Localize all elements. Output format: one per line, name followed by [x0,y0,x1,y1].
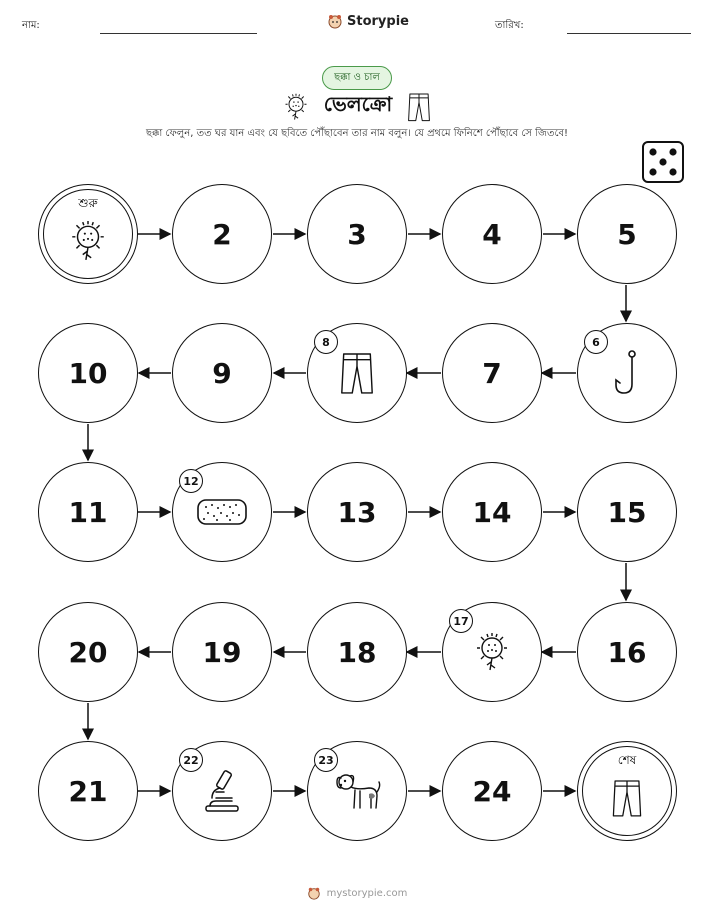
page-title: ভেলক্রো [323,92,393,116]
board-cell-18[interactable] [307,602,407,702]
board-cell-21[interactable] [38,741,138,841]
velcro-burr-icon [282,93,310,121]
cell-number-tag: 8 [314,330,338,354]
cell-number: 15 [607,495,647,529]
footer-site[interactable]: mystorypie.com [326,887,408,899]
storypie-mascot-icon [327,13,343,29]
brand-name: Storypie [347,13,409,29]
cell-number-tag: 22 [179,748,203,772]
footer [0,886,714,900]
cell-number: 21 [68,774,108,808]
cell-number: 3 [347,217,367,251]
board-cell-7[interactable] [442,323,542,423]
cell-number-tag: 12 [179,469,203,493]
board-cell-24[interactable] [442,741,542,841]
hook-icon [612,350,642,396]
sponge-icon [195,495,249,529]
pants-icon [610,777,644,819]
board-cell-14[interactable] [442,462,542,562]
board-cell-4[interactable] [442,184,542,284]
board-cell-19[interactable] [172,602,272,702]
cell-number-tag: 6 [584,330,608,354]
start-cell[interactable] [38,184,138,284]
brand-logo [327,13,409,29]
dog-icon [333,770,381,812]
start-label: শুরু [78,196,98,210]
instructions-text: ছক্কা ফেলুন, তত ঘর যান এবং যে ছবিতে পৌঁছাবেন তার নাম বলুন। যে প্রথমে ফিনিশে পৌঁছাবে সে জিতবে! [145,128,569,139]
cell-number: 11 [68,495,108,529]
velcro-burr-icon [67,220,109,262]
board-cell-11[interactable] [38,462,138,562]
pants-icon [338,350,376,396]
cell-number: 18 [337,635,377,669]
cell-number: 2 [212,217,232,251]
board-cell-16[interactable] [577,602,677,702]
pants-icon [406,92,432,122]
name-label: নাম: [22,20,40,31]
cell-number: 20 [68,635,108,669]
board-cell-2[interactable] [172,184,272,284]
cell-number-tag: 17 [449,609,473,633]
microscope-icon [202,768,242,814]
board-cell-13[interactable] [307,462,407,562]
board-cell-3[interactable] [307,184,407,284]
velcro-burr-icon [472,632,512,672]
cell-number: 19 [202,635,242,669]
cell-number: 10 [68,356,108,390]
storypie-mascot-icon [307,886,321,900]
board-cell-10[interactable] [38,323,138,423]
finish-cell[interactable] [577,741,677,841]
cell-number: 14 [472,495,512,529]
board-cell-20[interactable] [38,602,138,702]
cell-number: 13 [337,495,377,529]
cell-number: 9 [212,356,232,390]
cell-number: 24 [472,774,512,808]
cell-number: 4 [482,217,502,251]
board-cell-15[interactable] [577,462,677,562]
name-line[interactable] [100,33,257,34]
cell-number: 16 [607,635,647,669]
cell-number: 7 [482,356,502,390]
cell-number: 5 [617,217,637,251]
date-line[interactable] [567,33,691,34]
title-row [0,90,714,123]
date-label: তারিখ: [495,20,524,31]
die-icon [642,141,684,183]
board-cell-9[interactable] [172,323,272,423]
game-type-badge: ছক্কা ও চাল [322,66,392,90]
board-cell-5[interactable] [577,184,677,284]
cell-number-tag: 23 [314,748,338,772]
finish-label: শেষ [617,753,637,767]
